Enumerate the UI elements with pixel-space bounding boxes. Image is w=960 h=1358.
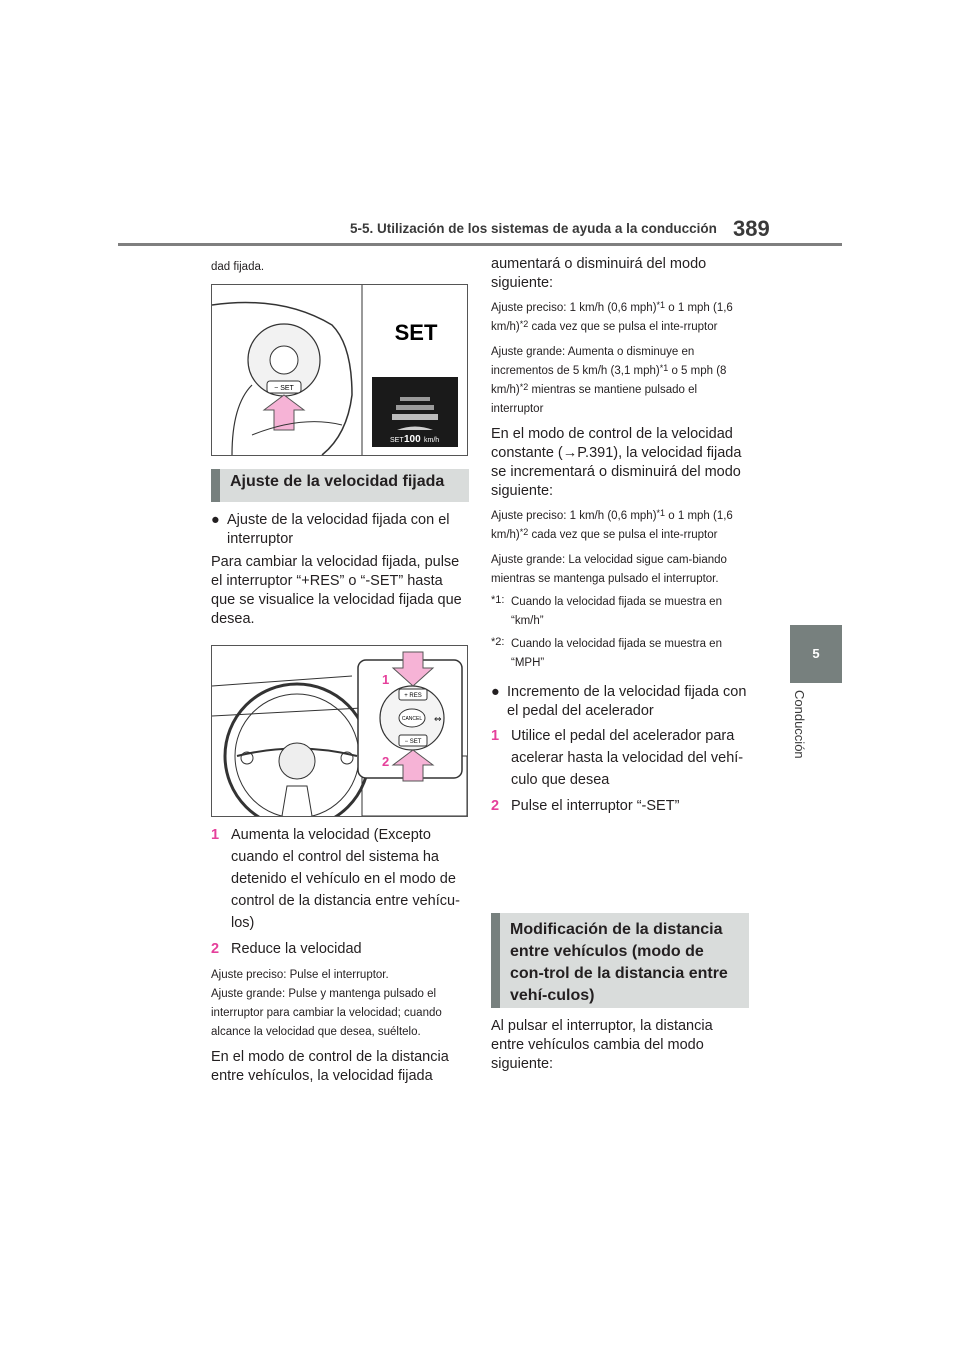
- page-number: 389: [733, 216, 770, 241]
- footnote-ref: *2: [519, 319, 529, 329]
- item-text: Aumenta la velocidad (Excepto cuando el control del sistema ha detenido el vehículo en el modo de control de la distancia entre vehícu-los): [231, 827, 460, 931]
- cancel-button-label: CANCEL: [401, 716, 423, 722]
- footnote-mark: *2:: [491, 636, 505, 648]
- footnote-ref: *1: [659, 363, 669, 373]
- callout-2: 2: [382, 754, 390, 769]
- figure-steering-wheel: [211, 645, 468, 817]
- paragraph: En el modo de control de la distancia entre vehículos, la velocidad fijada: [211, 1049, 449, 1084]
- note: Ajuste preciso: Pulse el interruptor.: [211, 969, 389, 981]
- text-part: Ajuste preciso: 1 km/h (0,6 mph): [491, 510, 657, 522]
- text-part: Ajuste preciso: 1 km/h (0,6 mph): [491, 302, 657, 314]
- set-button-label: − SET: [404, 739, 422, 745]
- text-part: o 1 mph (1,6 km/h): [491, 302, 733, 333]
- numbered-item: [211, 938, 469, 960]
- callout-1: 1: [382, 672, 390, 687]
- item-text: Utilice el pedal del acelerador para acelerar hasta la velocidad del vehí-culo que desea: [511, 728, 744, 788]
- section-title: Ajuste de la velocidad fijada: [230, 473, 445, 490]
- item-number: 2: [491, 798, 500, 814]
- intro-text: dad fijada.: [211, 261, 265, 273]
- large-adjust-note: Ajuste grande: La velocidad sigue cam-biando mientras se mantenga pulsado el interruptor.: [491, 554, 727, 585]
- footnote: [491, 635, 749, 673]
- bullet-icon: ●: [491, 684, 500, 700]
- item-number: 2: [211, 941, 220, 957]
- item-number: 1: [211, 827, 220, 843]
- text-part: mientras se mantiene pulsado el interruptor: [491, 384, 698, 415]
- distance-icon: ⇔: [434, 715, 442, 725]
- footnote: [491, 593, 749, 631]
- paragraph: Para cambiar la velocidad fijada, pulse el interruptor “+RES” o “-SET” hasta que se visualice la velocidad fijada que desea.: [211, 554, 462, 627]
- readout-prefix: SET: [390, 437, 404, 444]
- res-button-label: + RES: [404, 693, 422, 699]
- footnote-ref: *1: [656, 300, 666, 310]
- steering-switch-illustration: [212, 285, 467, 455]
- footnote-mark: *1:: [491, 594, 505, 606]
- numbered-item: [491, 725, 749, 791]
- figure-set-switch: [211, 284, 468, 456]
- running-header: 5-5. Utilización de los sistemas de ayuda a la conducción: [350, 221, 717, 236]
- text-part: cada vez que se pulsa el inte-rruptor: [528, 529, 718, 541]
- footnote-ref: *1: [656, 508, 666, 518]
- footnote-text: Cuando la velocidad fijada se muestra en “MPH”: [511, 638, 722, 669]
- readout-speed: 100: [404, 434, 421, 445]
- item-text: Pulse el interruptor “-SET”: [511, 798, 680, 814]
- section-title: Modificación de la distancia entre vehículos (modo de con-trol de la distancia entre vehí-culos): [510, 921, 728, 1004]
- bullet-text: Incremento de la velocidad fijada con el pedal del acelerador: [507, 684, 747, 719]
- chapter-label: Conducción: [792, 690, 807, 759]
- bullet-icon: ●: [211, 512, 220, 528]
- chapter-tab[interactable]: 5: [790, 625, 842, 683]
- item-number: 1: [491, 728, 500, 744]
- footnote-ref: *2: [519, 527, 529, 537]
- readout-unit: km/h: [424, 437, 440, 444]
- text-part: o 5 mph (8 km/h): [491, 365, 727, 396]
- section-header-distance: [491, 913, 749, 1008]
- bullet-text: Ajuste de la velocidad fijada con el interruptor: [227, 512, 450, 547]
- footnote-ref: *2: [519, 382, 529, 392]
- steering-wheel-illustration: [212, 646, 467, 816]
- text-part: cada vez que se pulsa el inte-rruptor: [528, 321, 718, 333]
- bullet-item: [491, 683, 749, 721]
- header-rule: [118, 243, 842, 246]
- paragraph: aumentará o disminuirá del modo siguiente:: [491, 256, 707, 291]
- footnote-text: Cuando la velocidad fijada se muestra en “km/h”: [511, 596, 722, 627]
- paragraph: Al pulsar el interruptor, la distancia entre vehículos cambia del modo siguiente:: [491, 1018, 713, 1072]
- paragraph: En el modo de control de la velocidad constante (→P.391), la velocidad fijada se incrementará o disminuirá del modo siguiente:: [491, 426, 742, 499]
- text-part: Ajuste grande: Aumenta o disminuye en incrementos de 5 km/h (3,1 mph): [491, 346, 695, 377]
- text-part: o 1 mph (1,6 km/h): [491, 510, 733, 541]
- large-adjust-note: [491, 343, 749, 419]
- item-text: Reduce la velocidad: [231, 941, 362, 957]
- numbered-item: [491, 795, 749, 817]
- bullet-item: [211, 511, 469, 549]
- section-header-speed: [211, 469, 469, 502]
- fine-adjust-note: [491, 507, 749, 545]
- display-set-text: SET: [394, 320, 438, 345]
- numbered-item: [211, 824, 469, 934]
- fine-adjust-note: [491, 299, 749, 337]
- note: Ajuste grande: Pulse y mantenga pulsado el interruptor para cambiar la velocidad; cuando alcance la velocidad que desea, suéltelo.: [211, 988, 442, 1038]
- set-button-label: − SET: [274, 385, 294, 392]
